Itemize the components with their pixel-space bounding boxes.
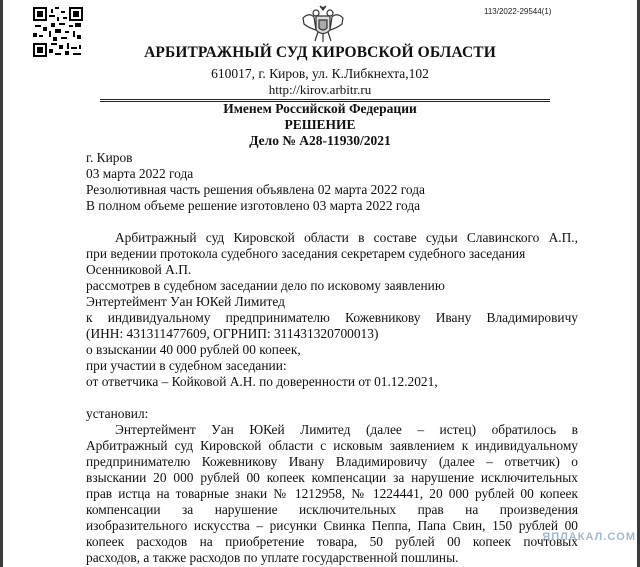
header-divider [100, 99, 550, 100]
paragraph-line: копеек расходов на приобретение товара, 50 рублей 00 копеек почтовых [86, 534, 578, 549]
established-label: установил: [86, 406, 149, 421]
meta-resolution-note: Резолютивная часть решения объявлена 02 марта 2022 года [86, 182, 425, 197]
heading-case-number: Дело № А28-11930/2021 [249, 133, 391, 148]
body-line: Арбитражный суд Кировской области в составе судьи Славинского А.П., [115, 230, 578, 245]
paragraph-line: компенсации за нарушение исключительных прав на произведения [86, 502, 578, 517]
paragraph-line: расходов, а также расходов по уплате государственной пошлины. [86, 550, 459, 565]
paragraph-line: прав истца на товарные знаки № 1212958, № 1224441, 20 000 рублей 00 копеек [86, 486, 578, 501]
site-watermark: ЯПЛАКАЛ.COM [542, 531, 636, 543]
court-address: 610017, г. Киров, ул. К.Либкнехта,102 [211, 66, 429, 81]
meta-full-note: В полном объеме решение изготовлено 03 марта 2022 года [86, 198, 421, 213]
meta-city: г. Киров [86, 150, 133, 165]
body-line: рассмотрев в судебном заседании дело по исковому заявлению [86, 278, 445, 293]
court-title: АРБИТРАЖНЫЙ СУД КИРОВСКОЙ ОБЛАСТИ [144, 44, 496, 61]
body-line: к индивидуальному предпринимателю Кожевникову Ивану Владимировичу [86, 310, 578, 325]
paragraph-line: Энтертеймент Уан ЮКей Лимитед (далее – истец) обратилось в [115, 422, 578, 437]
paragraph-line: взыскании 20 000 рублей 00 копеек компенсации за нарушение исключительных [86, 470, 578, 485]
court-website: http://kirov.arbitr.ru [268, 82, 372, 97]
heading-decision: РЕШЕНИЕ [284, 117, 356, 132]
body-line: при участии в судебном заседании: [86, 358, 287, 373]
paragraph-line: изобразительного искусства – рисунки Свинка Пеппа, Папа Свин, 150 рублей 00 [86, 518, 578, 533]
body-line: (ИНН: 431311477609, ОГРНИП: 311431320700013) [86, 326, 379, 341]
body-line: от ответчика – Койковой А.Н. по доверенности от 01.12.2021, [86, 374, 438, 389]
meta-date: 03 марта 2022 года [86, 166, 194, 181]
paragraph-line: Арбитражный суд Кировской области с исковым заявлением к индивидуальному [86, 438, 578, 453]
body-line: о взыскании 40 000 рублей 00 копеек, [86, 342, 301, 357]
body-line: при ведении протокола судебного заседания секретарем судебного заседания [86, 246, 526, 261]
coat-of-arms-icon [300, 4, 346, 44]
heading-authority: Именем Российской Федерации [223, 101, 417, 116]
paragraph-line: предпринимателю Кожевникову Ивану Владимировичу (далее – ответчик) о [86, 454, 578, 469]
body-line: Энтертеймент Уан ЮКей Лимитед [86, 294, 285, 309]
body-line: Осенниковой А.П. [86, 262, 192, 277]
document-id: 113/2022-29544(1) [484, 7, 552, 16]
